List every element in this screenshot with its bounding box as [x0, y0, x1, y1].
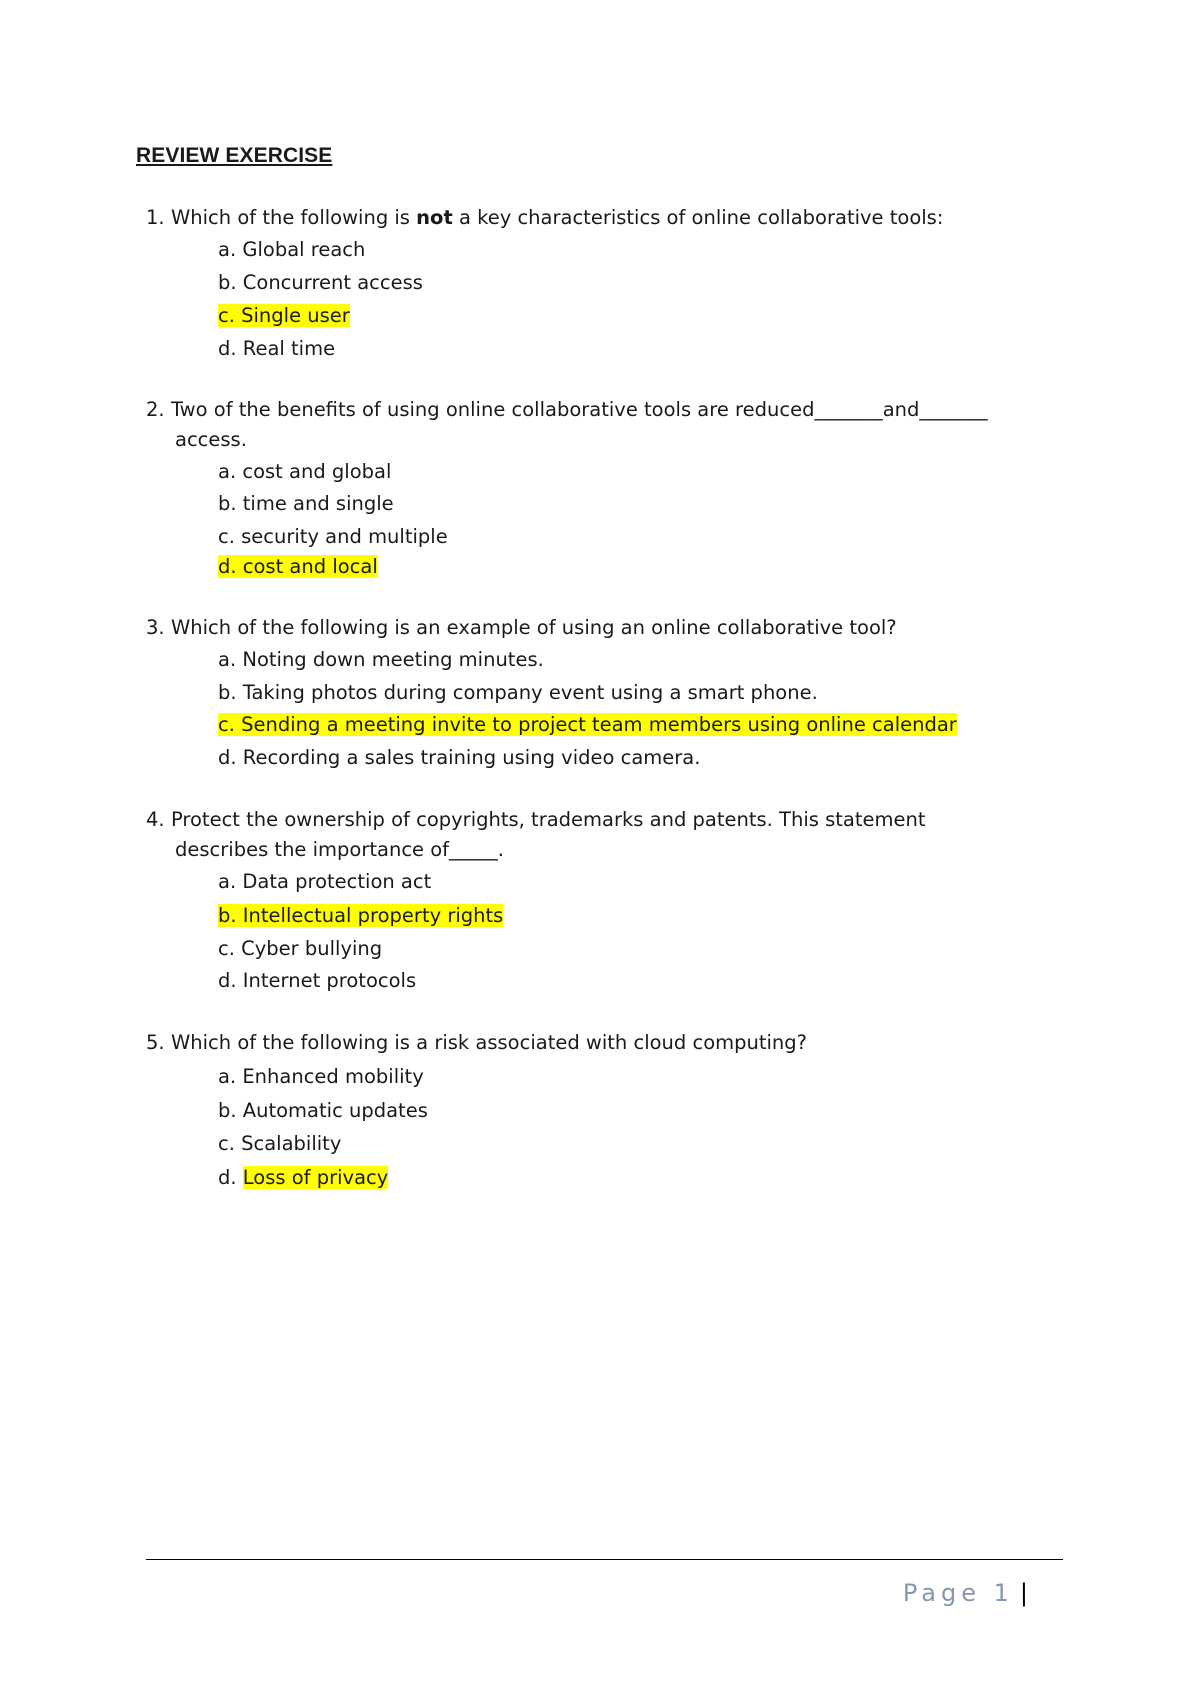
option-1a: a. Global reach — [218, 238, 366, 261]
option-5d: d. Loss of privacy — [218, 1166, 389, 1189]
page-number: Page 1 — [902, 1579, 1014, 1607]
question-text: Which of the following is an example of using an online collaborative tool? — [171, 616, 897, 639]
question-emphasis: not — [416, 206, 453, 229]
option-4a: a. Data protection act — [218, 870, 432, 893]
option-2d: d. cost and local — [218, 555, 378, 578]
question-4-continuation: describes the importance of_____. — [175, 838, 504, 861]
option-2c: c. security and multiple — [218, 525, 448, 548]
question-4 — [146, 807, 926, 833]
question-5 — [146, 1030, 807, 1056]
question-2-continuation: access. — [175, 428, 247, 451]
option-3b: b. Taking photos during company event using a smart phone. — [218, 681, 818, 704]
question-text: Protect the ownership of copyrights, trademarks and patents. This statement — [171, 808, 926, 831]
question-number: 5. — [146, 1031, 165, 1054]
question-text: Two of the benefits of using online collaborative tools are reduced_______and_______ — [171, 398, 988, 421]
question-2 — [146, 397, 988, 423]
question-text: Which of the following is a risk associated with cloud computing? — [171, 1031, 808, 1054]
footer-separator: | — [1019, 1579, 1028, 1607]
option-4d: d. Internet protocols — [218, 969, 417, 992]
option-1c: c. Single user — [218, 304, 350, 327]
question-text: a key characteristics of online collaborative tools: — [452, 206, 944, 229]
option-2b: b. time and single — [218, 492, 394, 515]
option-2a: a. cost and global — [218, 460, 392, 483]
question-number: 1. — [146, 206, 165, 229]
question-1 — [146, 205, 943, 231]
question-number: 3. — [146, 616, 165, 639]
option-1d: d. Real time — [218, 337, 336, 360]
option-1b: b. Concurrent access — [218, 271, 423, 294]
question-3 — [146, 615, 897, 641]
option-4c: c. Cyber bullying — [218, 937, 383, 960]
option-3a: a. Noting down meeting minutes. — [218, 648, 544, 671]
page-footer — [903, 1577, 1028, 1609]
option-5a: a. Enhanced mobility — [218, 1065, 424, 1088]
option-5c: c. Scalability — [218, 1132, 342, 1155]
question-number: 2. — [146, 398, 165, 421]
page-title: REVIEW EXERCISE — [136, 144, 333, 167]
question-number: 4. — [146, 808, 165, 831]
option-3c: c. Sending a meeting invite to project team members using online calendar — [218, 713, 957, 736]
footer-divider — [146, 1559, 1063, 1560]
option-3d: d. Recording a sales training using video camera. — [218, 746, 701, 769]
option-4b: b. Intellectual property rights — [218, 904, 504, 927]
question-text: Which of the following is — [171, 206, 417, 229]
option-5b: b. Automatic updates — [218, 1099, 428, 1122]
